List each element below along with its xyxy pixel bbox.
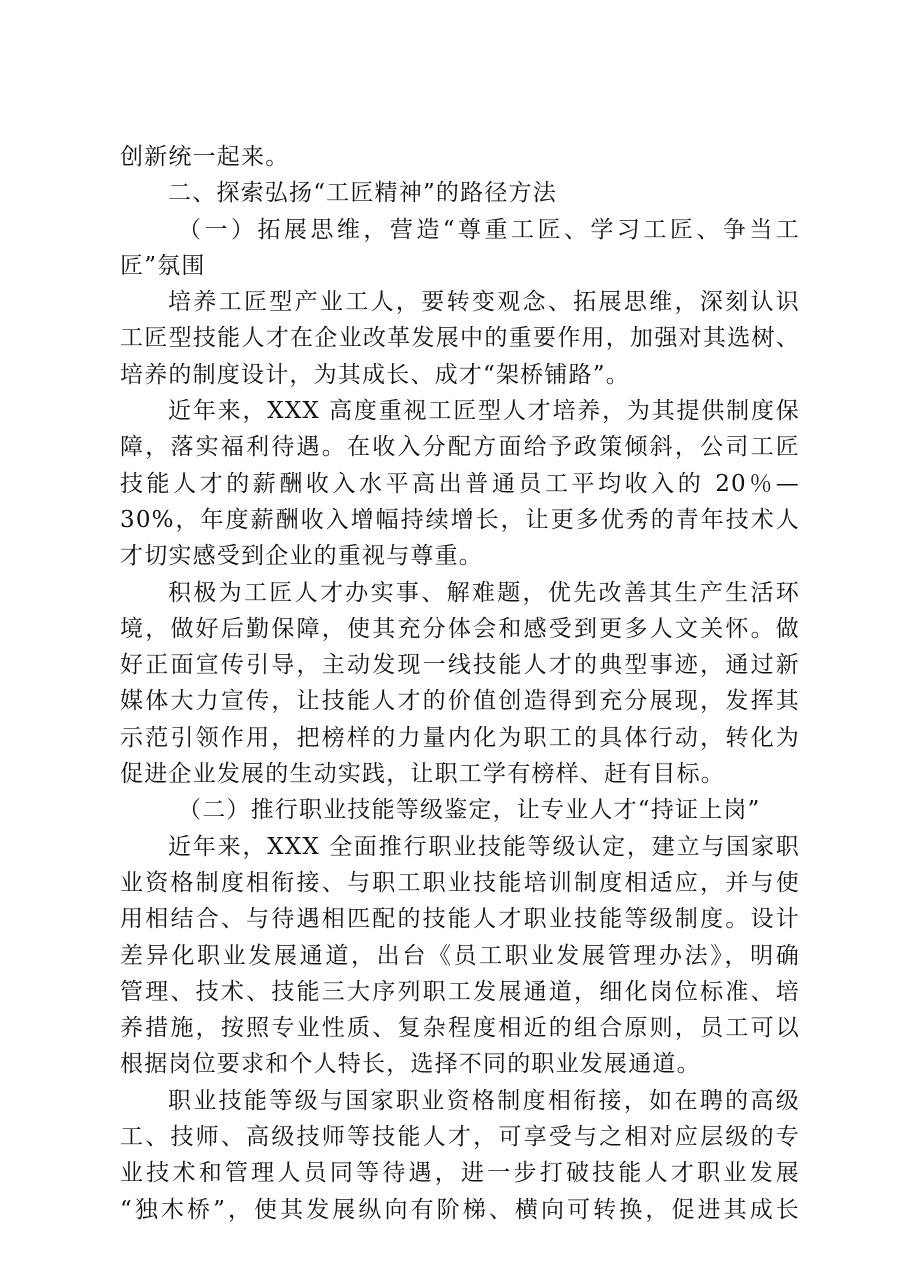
text-line: 技能人才的薪酬收入水平高出普通员工平均收入的 20％— bbox=[120, 470, 800, 497]
text-line: 用相结合、与待遇相匹配的技能人才职业技能等级制度。设计 bbox=[120, 906, 800, 933]
text-line: 积极为工匠人才办实事、解难题，优先改善其生产生活环 bbox=[168, 579, 800, 606]
text-line: （二）推行职业技能等级鉴定，让专业人才“持证上岗” bbox=[178, 797, 761, 824]
text-line: 差异化职业发展通道，出台《员工职业发展管理办法》，明确 bbox=[120, 942, 800, 969]
text-line: 培养工匠型产业工人，要转变观念、拓展思维，深刻认识 bbox=[168, 289, 800, 316]
text-line: 创新统一起来。 bbox=[120, 144, 290, 170]
text-line: 养措施，按照专业性质、复杂程度相近的组合原则，员工可以 bbox=[120, 1015, 800, 1042]
text-line: 职业技能等级与国家职业资格制度相衔接，如在聘的高级 bbox=[168, 1087, 800, 1114]
text-line: 匠”氛围 bbox=[120, 252, 206, 279]
text-line: 工、技师、高级技师等技能人才，可享受与之相对应层级的专 bbox=[120, 1124, 800, 1151]
text-line: 才切实感受到企业的重视与尊重。 bbox=[120, 543, 483, 570]
text-line: 业技术和管理人员同等待遇，进一步打破技能人才职业发展 bbox=[120, 1160, 800, 1187]
text-line: （一）拓展思维，营造“尊重工匠、学习工匠、争当工 bbox=[178, 216, 800, 243]
text-line: 30%，年度薪酬收入增幅持续增长，让更多优秀的青年技术人 bbox=[120, 506, 800, 533]
text-line: 示范引领作用，把榜样的力量内化为职工的具体行动，转化为 bbox=[120, 724, 800, 751]
text-line: 近年来，XXX 高度重视工匠型人才培养，为其提供制度保 bbox=[168, 398, 800, 425]
text-line: 媒体大力宣传，让技能人才的价值创造得到充分展现，发挥其 bbox=[120, 688, 800, 715]
text-line: 境，做好后勤保障，使其充分体会和感受到更多人文关怀。做 bbox=[120, 615, 800, 642]
text-line: 根据岗位要求和个人特长，选择不同的职业发展通道。 bbox=[120, 1051, 701, 1078]
text-line: 工匠型技能人才在企业改革发展中的重要作用，加强对其选树、 bbox=[120, 325, 800, 352]
text-line: 培养的制度设计，为其成长、成才“架桥铺路”。 bbox=[120, 361, 630, 388]
text-line: 近年来，XXX 全面推行职业技能等级认定，建立与国家职 bbox=[168, 833, 800, 860]
text-line: “独木桥”，使其发展纵向有阶梯、横向可转换，促进其成长 bbox=[120, 1196, 800, 1223]
document-body bbox=[120, 139, 800, 1228]
text-line: 促进企业发展的生动实践，让职工学有榜样、赶有目标。 bbox=[120, 761, 725, 788]
text-line: 障，落实福利待遇。在收入分配方面给予政策倾斜，公司工匠 bbox=[120, 434, 800, 461]
text-line: 业资格制度相衔接、与职工职业技能培训制度相适应，并与使 bbox=[120, 869, 800, 896]
text-line: 好正面宣传引导，主动发现一线技能人才的典型事迹，通过新 bbox=[120, 652, 800, 679]
text-line: 二、探索弘扬“工匠精神”的路径方法 bbox=[168, 180, 557, 207]
text-line: 管理、技术、技能三大序列职工发展通道，细化岗位标准、培 bbox=[120, 978, 800, 1005]
